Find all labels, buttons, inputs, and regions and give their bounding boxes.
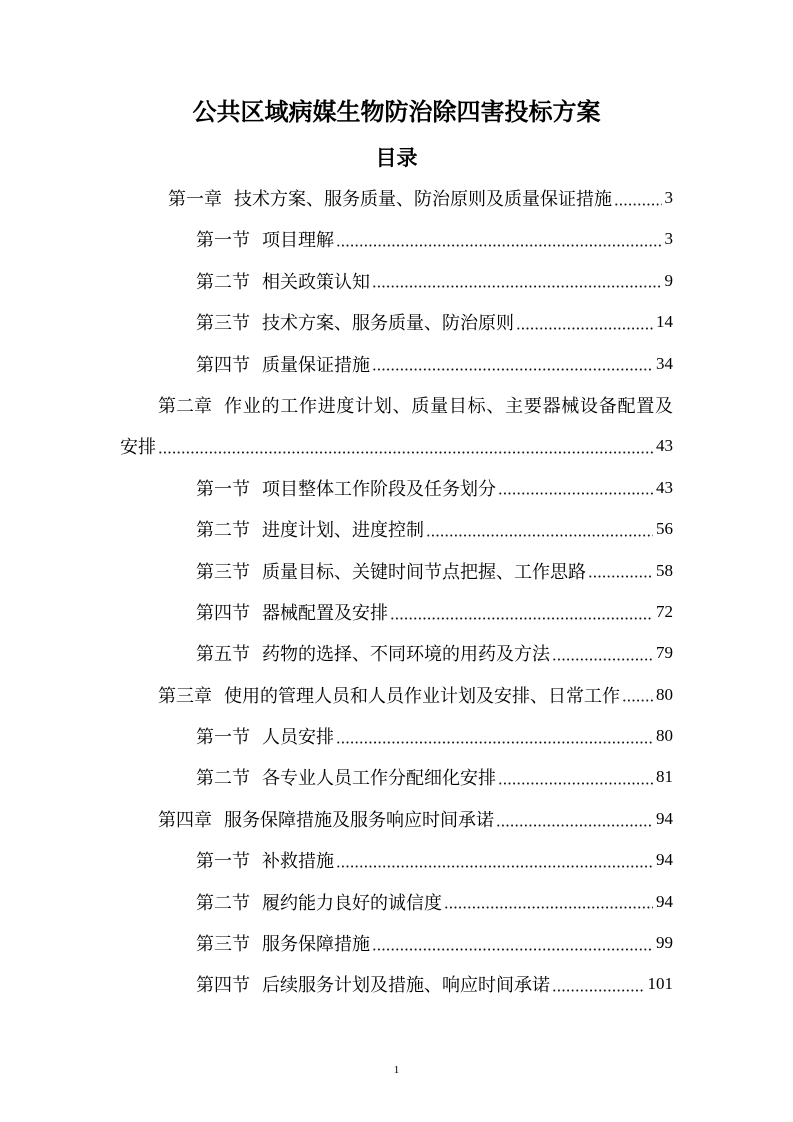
toc-label: 第二节 <box>196 271 250 292</box>
toc-label: 第一节 <box>196 230 250 251</box>
toc-title: 服务保障措施 <box>262 934 370 956</box>
toc-title: 项目理解 <box>262 230 334 252</box>
toc-title: 各专业人员工作分配细化安排 <box>262 768 496 790</box>
toc-label: 第三节 <box>196 313 250 334</box>
toc-leader <box>336 715 653 756</box>
toc-page-number: 43 <box>656 436 673 456</box>
toc-title: 后续服务计划及措施、响应时间承诺 <box>262 975 550 997</box>
toc-title: 项目整体工作阶段及任务划分 <box>262 478 496 500</box>
toc-section-2-3[interactable] <box>120 550 673 591</box>
toc-leader <box>498 467 653 508</box>
toc-page-number: 9 <box>664 270 673 290</box>
document-title: 公共区域病媒生物防治除四害投标方案 <box>192 98 601 126</box>
toc-label: 第三节 <box>196 934 250 955</box>
toc-label: 第三章 <box>158 685 212 706</box>
toc-page-number: 72 <box>656 601 673 621</box>
toc-leader <box>498 757 653 798</box>
toc-leader <box>372 260 662 301</box>
toc-leader <box>426 508 653 549</box>
toc-chapter-4[interactable] <box>120 798 673 839</box>
toc-section-2-5[interactable] <box>120 633 673 674</box>
toc-page-number: 101 <box>647 974 673 994</box>
toc-page-number: 94 <box>656 891 673 911</box>
toc-section-2-2[interactable] <box>120 508 673 549</box>
toc-leader <box>336 840 653 881</box>
toc-page-number: 79 <box>656 643 673 663</box>
toc-label: 第一节 <box>196 727 250 748</box>
toc-title: 进度计划、进度控制 <box>262 520 424 542</box>
toc-chapter-2-continued[interactable] <box>120 426 673 467</box>
toc-page-number: 80 <box>656 726 673 746</box>
toc-page-number: 3 <box>664 187 673 207</box>
toc-label: 第四章 <box>158 809 212 830</box>
toc-leader <box>516 301 653 342</box>
toc-page-number: 34 <box>656 353 673 373</box>
toc-page-number: 56 <box>656 519 673 539</box>
toc-section-1-4[interactable] <box>120 343 673 384</box>
toc-leader <box>588 550 653 591</box>
toc-leader <box>444 881 653 922</box>
toc-label: 第四节 <box>196 354 250 375</box>
toc-page-number: 94 <box>656 850 673 870</box>
toc-leader <box>614 177 662 218</box>
toc-chapter-1[interactable] <box>120 177 673 218</box>
toc-heading: 目录 <box>375 146 418 170</box>
toc-leader <box>552 633 653 674</box>
table-of-contents <box>120 177 673 1005</box>
toc-page-number: 81 <box>656 767 673 787</box>
toc-leader <box>390 591 653 632</box>
toc-title: 药物的选择、不同环境的用药及方法 <box>262 644 550 666</box>
toc-label: 第二节 <box>196 768 250 789</box>
toc-title: 相关政策认知 <box>262 271 370 293</box>
toc-title: 服务保障措施及服务响应时间承诺 <box>224 809 494 831</box>
toc-label: 第二节 <box>196 892 250 913</box>
toc-chapter-2[interactable] <box>120 384 673 425</box>
toc-title: 履约能力良好的诚信度 <box>262 892 442 914</box>
toc-section-3-1[interactable] <box>120 715 673 756</box>
toc-section-2-1[interactable] <box>120 467 673 508</box>
toc-leader <box>496 798 653 839</box>
toc-label: 第四节 <box>196 975 250 996</box>
toc-page-number: 58 <box>656 560 673 580</box>
toc-leader <box>336 219 662 260</box>
toc-page-number: 3 <box>664 229 673 249</box>
footer-page-number: 1 <box>393 1064 400 1076</box>
toc-leader <box>158 426 653 467</box>
toc-title: 作业的工作进度计划、质量目标、主要器械设备配置及 <box>224 395 673 417</box>
toc-title: 质量保证措施 <box>262 354 370 376</box>
toc-section-4-1[interactable] <box>120 840 673 881</box>
toc-chapter-3[interactable] <box>120 674 673 715</box>
toc-section-4-4[interactable] <box>120 964 673 1005</box>
toc-leader <box>372 343 653 384</box>
toc-section-1-2[interactable] <box>120 260 673 301</box>
toc-label: 第一节 <box>196 478 250 499</box>
toc-title: 技术方案、服务质量、防治原则 <box>262 313 514 335</box>
toc-section-2-4[interactable] <box>120 591 673 632</box>
toc-leader <box>372 922 653 963</box>
toc-label: 第二章 <box>158 395 212 416</box>
toc-section-1-1[interactable] <box>120 219 673 260</box>
toc-title: 人员安排 <box>262 727 334 749</box>
toc-title: 器械配置及安排 <box>262 602 388 624</box>
toc-title: 补救措施 <box>262 851 334 873</box>
toc-title: 质量目标、关键时间节点把握、工作思路 <box>262 561 586 583</box>
toc-page-number: 99 <box>656 933 673 953</box>
toc-label: 第三节 <box>196 561 250 582</box>
toc-section-4-2[interactable] <box>120 881 673 922</box>
toc-page-number: 43 <box>656 477 673 497</box>
toc-leader <box>552 964 645 1005</box>
toc-section-4-3[interactable] <box>120 922 673 963</box>
toc-section-1-3[interactable] <box>120 301 673 342</box>
toc-label: 第一章 <box>168 188 222 209</box>
toc-page-number: 94 <box>656 808 673 828</box>
toc-label: 第二节 <box>196 520 250 541</box>
toc-title: 使用的管理人员和人员作业计划及安排、日常工作 <box>224 685 620 707</box>
toc-label: 第四节 <box>196 602 250 623</box>
toc-label: 第五节 <box>196 644 250 665</box>
toc-page-number: 80 <box>656 684 673 704</box>
toc-title: 技术方案、服务质量、防治原则及质量保证措施 <box>234 188 612 210</box>
toc-label: 第一节 <box>196 851 250 872</box>
toc-title-continued: 安排 <box>120 437 156 459</box>
toc-page-number: 14 <box>656 312 673 332</box>
toc-leader <box>622 674 653 715</box>
toc-section-3-2[interactable] <box>120 757 673 798</box>
